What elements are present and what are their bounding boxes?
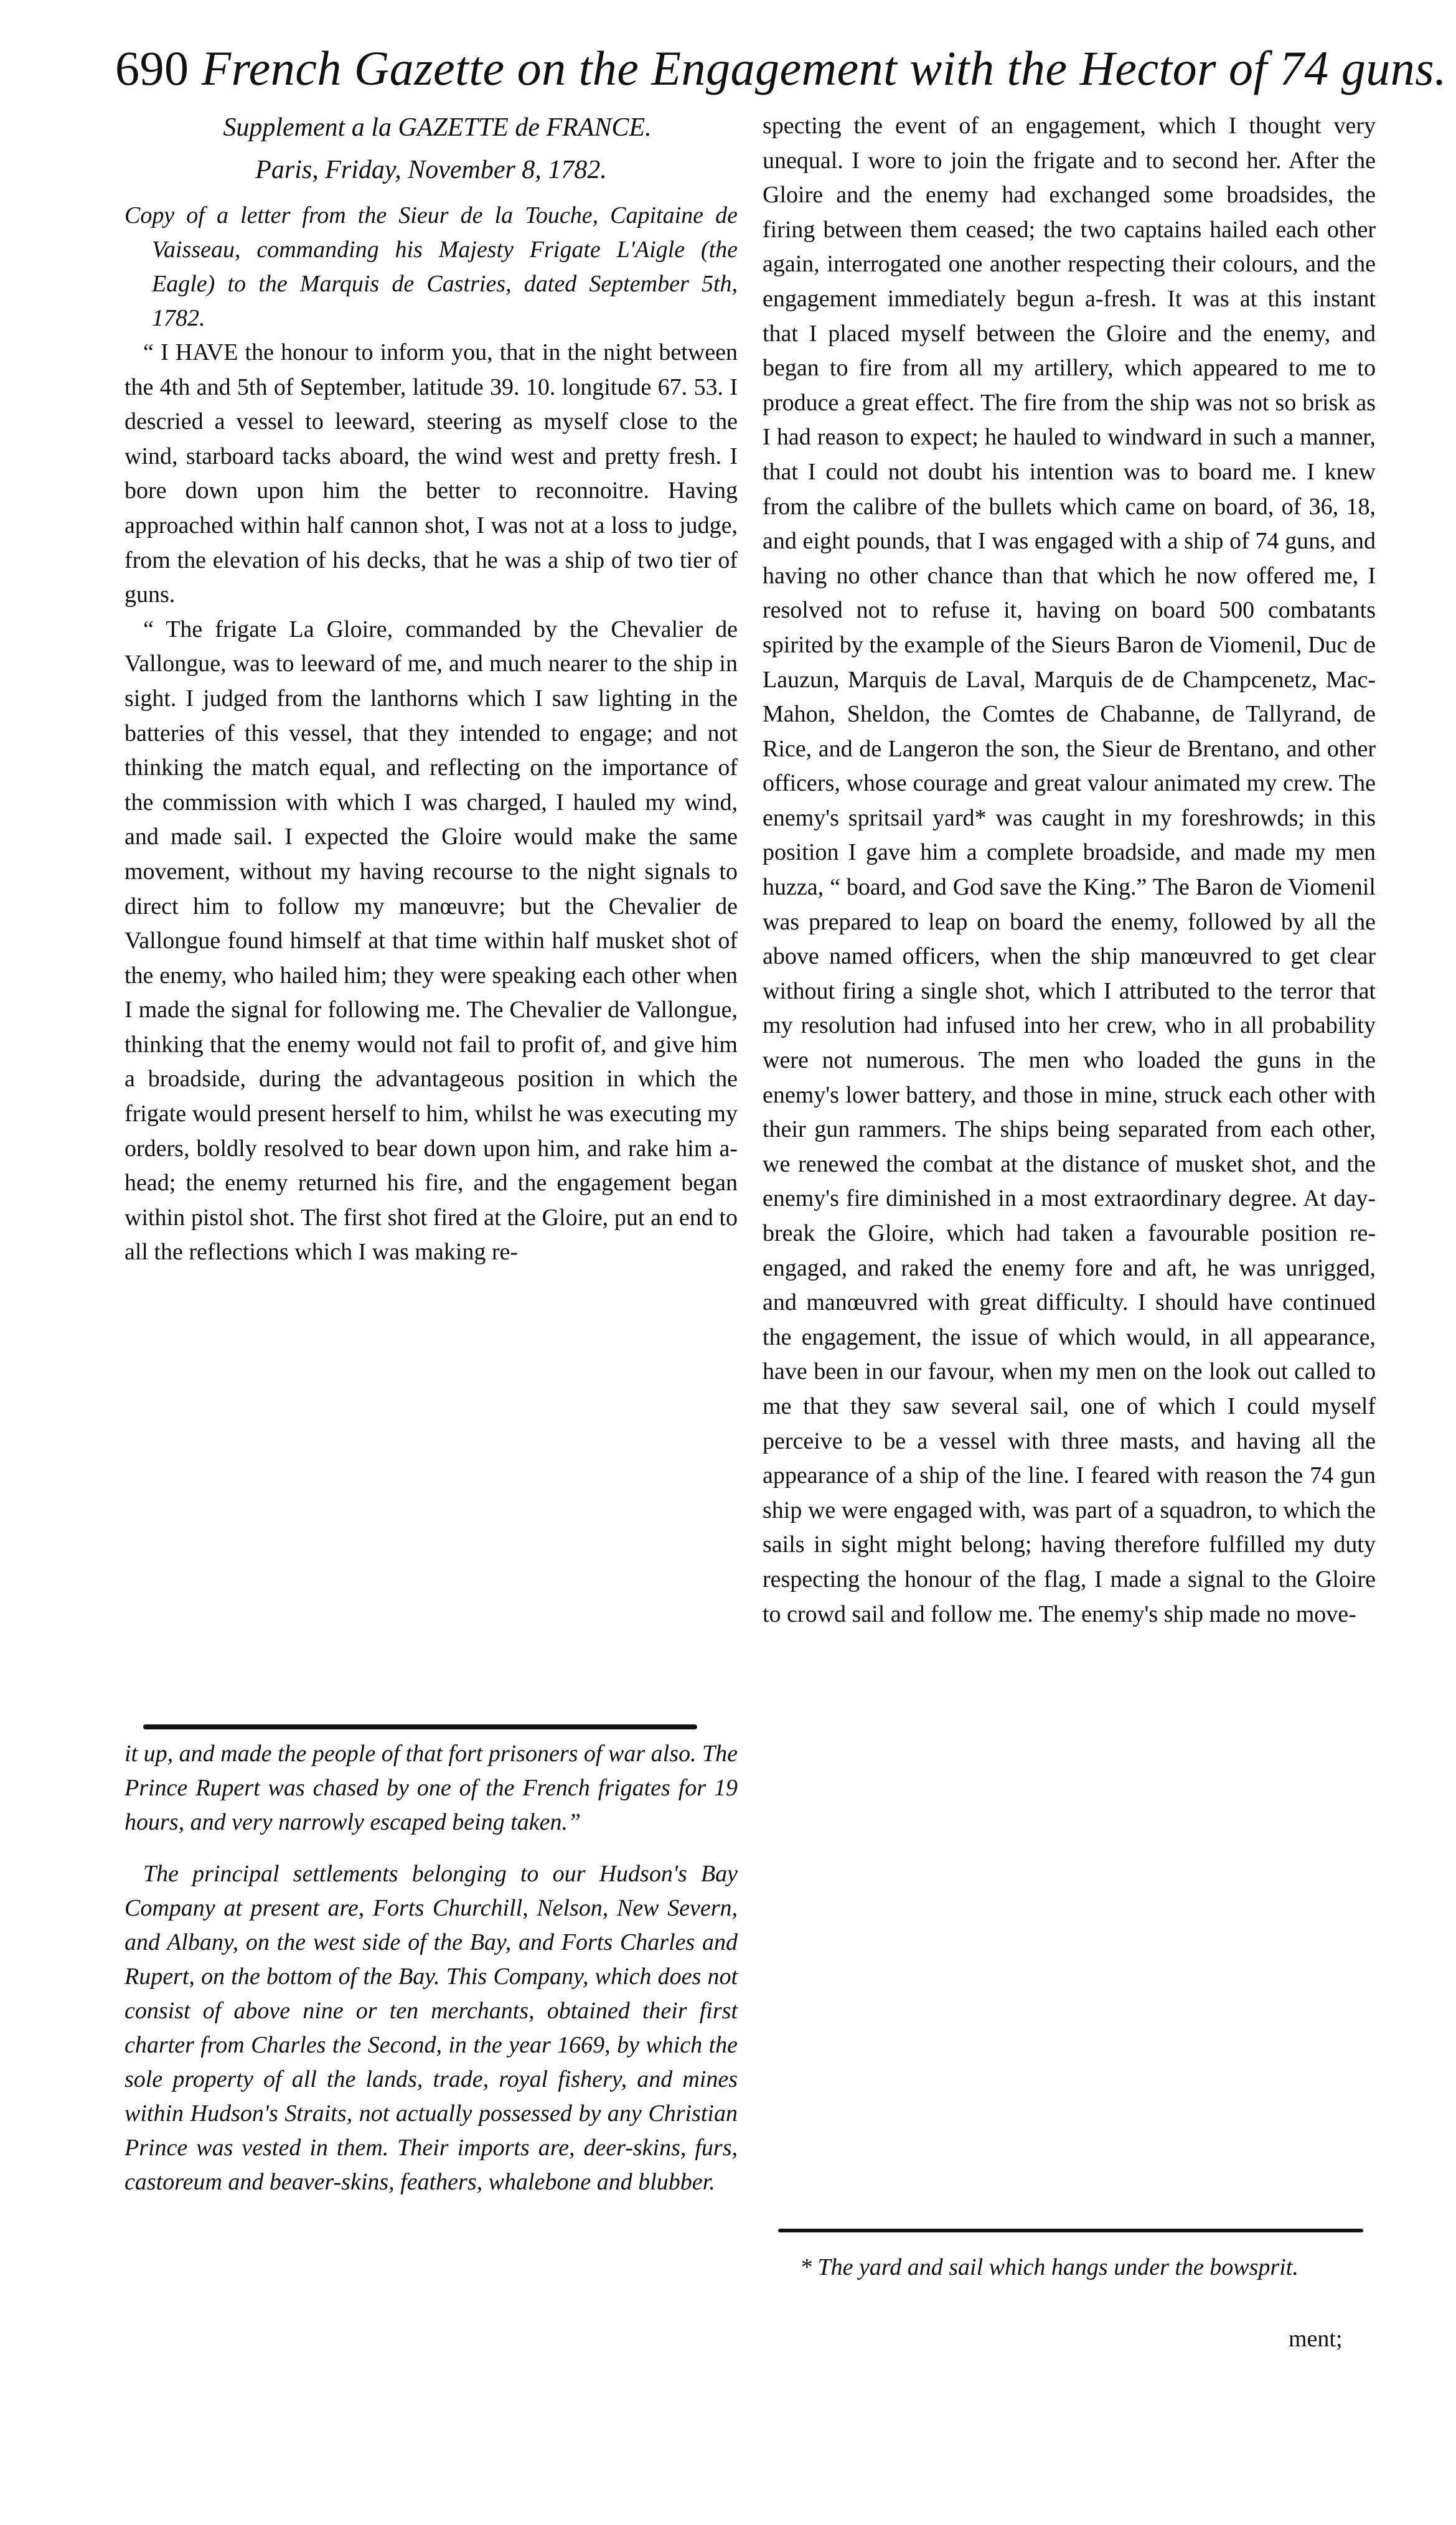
right-column [763,109,1376,1632]
footnote-rule [778,2229,1363,2232]
page-number: 690 [115,41,189,95]
supplement-title: Supplement a la GAZETTE de FRANCE. [223,113,652,142]
left-section-rule [143,1724,697,1729]
left-column [124,109,738,1270]
letter-paragraph-1: “ I HAVE the honour to inform you, that in the night between the 4th and 5th of September, latitude 39. 10. longitude 67. 53. I descried a vessel to leeward, steering as myself close to the wind, starboard tacks aboard, the wind west and pretty fresh. I bore down upon him the better to reconnoitre. Having approached within half cannon shot, I was not at a loss to judge, from the elevation of his decks, that he was a ship of two tier of guns. [124,339,738,608]
running-title: French Gazette on the Engagement with the Hector of 74 guns. [201,41,1447,95]
letter-continuation: specting the event of an engagement, which I thought very unequal. I wore to join the frigate and to second her. After the Gloire and the enemy had exchanged some broadsides, the firing between them ceased; the two captains hailed each other again, interrogated one another respecting their colours, and the engagement immediately begun a-fresh. It was at this instant that I placed myself between the Gloire and the enemy, and began to fire from all my artillery, which appeared to me to produce a great effect. The fire from the ship was not so brisk as I had reason to expect; he hauled to windward in such a manner, that I could not doubt his intention was to board me. I knew from the calibre of the bullets which came on board, of 36, 18, and eight pounds, that I was engaged with a ship of 74 guns, and having no other chance than that which he now offered me, I resolved not to refuse it, having on board 500 combatants spirited by the example of the Sieurs Baron de Viomenil, Duc de Lauzun, Marquis de Laval, Marquis de de Champcenetz, Mac-Mahon, Sheldon, the Comtes de Chabanne, de Tallyrand, de Rice, and de Langeron the son, the Sieur de Brentano, and other officers, whose courage and great valour animated my crew. The enemy's spritsail yard* was caught in my foreshrowds; in this position I gave him a complete broadside, and made my men huzza, “ board, and God save the King.” The Baron de Viomenil was prepared to leap on board the enemy, followed by all the above named officers, when the ship manœuvred to get clear without firing a single shot, which I attributed to the terror that my resolution had infused into her crew, who in all probability were not numerous. The men who loaded the guns in the enemy's lower battery, and those in mine, struck each other with their gun rammers. The ships being separated from each other, we renewed the combat at the distance of musket shot, and the enemy's fire diminished in a most extraordinary degree. At day-break the Gloire, which had taken a favourable position re-engaged, and raked the enemy fore and aft, he was unrigged, and manœuvred with great difficulty. I should have continued the engagement, the issue of which would, in all appearance, have been in our favour, when my men on the look out called to me that they saw several sail, one of which I could myself perceive to be a vessel with three masts, and having all the appearance of a ship of the line. I feared with reason the 74 gun ship we were engaged with, was part of a squadron, to which the sails in sight might belong; having therefore fulfilled my duty respecting the honour of the flag, I made a signal to the Gloire to crowd sail and follow me. The enemy's ship made no move- [763,113,1376,1627]
footnote: * The yard and sail which hangs under the bowsprit. [800,2254,1299,2280]
catchword: ment; [1289,2326,1343,2352]
dateline: Paris, Friday, November 8, 1782. [255,156,607,184]
left-notes [124,1737,738,2199]
letter-paragraph-2: “ The frigate La Gloire, commanded by the Chevalier de Vallongue, was to leeward of me, and much nearer to the ship in sight. I judged from the lanthorns which I saw lighting in the batteries of this vessel, that they intended to engage; and not thinking the match equal, and reflecting on the importance of the commission with which I was charged, I hauled my wind, and made sail. I expected the Gloire would make the same movement, without my having recourse to the night signals to direct him to follow my manœuvre; but the Chevalier de Vallongue found himself at that time within half musket shot of the enemy, who hailed him; they were speaking each other when I made the signal for following me. The Chevalier de Vallongue, thinking that the enemy would not fail to profit of, and give him a broadside, during the advantageous position in which the frigate would present herself to him, whilst he was executing my orders, boldly resolved to bear down upon him, and rake him a-head; the enemy returned his fire, and the engagement began within pistol shot. The first shot fired at the Gloire, put an end to all the reflections which I was making re- [124,616,738,1266]
note-fort-prisoners: it up, and made the people of that fort prisoners of war also. The Prince Rupert was chased by one of the French frigates for 19 hours, and very narrowly escaped being taken.” [124,1741,738,1835]
note-hudsons-bay: The principal settlements belonging to our Hudson's Bay Company at present are, Forts Churchill, Nelson, New Severn, and Albany, on the west side of the Bay, and Forts Charles and Rupert, on the bottom of the Bay. This Company, which does not consist of above nine or ten merchants, obtained their first charter from Charles the Second, in the year 1669, by which the sole property of all the lands, trade, royal fishery, and mines within Hudson's Straits, not actually possessed by any Christian Prince was vested in them. Their imports are, deer-skins, furs, castoreum and beaver-skins, feathers, whalebone and blubber. [124,1861,738,2195]
running-header [115,28,1447,109]
letter-heading: Copy of a letter from the Sieur de la Touche, Capitaine de Vaisseau, commanding his Majesty Frigate L'Aigle (the Eagle) to the Marquis de Castries, dated September 5th, 1782. [124,202,738,331]
